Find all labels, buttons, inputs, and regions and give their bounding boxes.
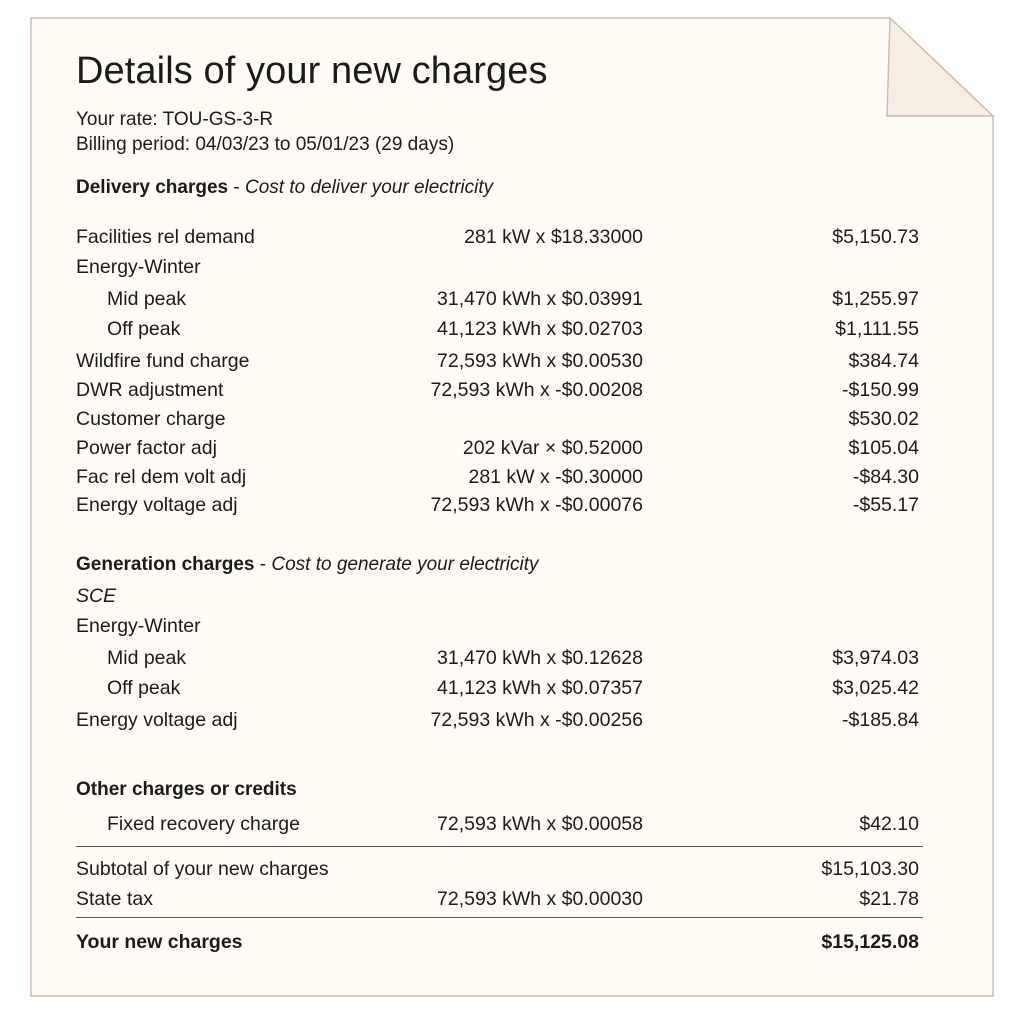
state-tax-amount: $21.78 xyxy=(859,888,919,910)
generation-provider: SCE xyxy=(76,585,117,607)
rate-line: Your rate: TOU-GS-3-R xyxy=(76,109,274,130)
charge-amount: -$150.99 xyxy=(842,379,919,401)
charge-label: Wildfire fund charge xyxy=(76,350,250,372)
charge-label: Off peak xyxy=(107,318,181,340)
charge-calculation: 31,470 kWh x $0.03991 xyxy=(437,288,643,310)
total-amount: $15,125.08 xyxy=(821,931,919,953)
charge-row xyxy=(76,435,919,461)
charge-row xyxy=(76,348,919,374)
charge-amount: $1,111.55 xyxy=(835,318,919,340)
charge-label: Customer charge xyxy=(76,408,226,430)
charge-calculation: 72,593 kWh x -$0.00208 xyxy=(430,379,643,401)
charge-calculation: 31,470 kWh x $0.12628 xyxy=(437,647,643,669)
charge-amount: $5,150.73 xyxy=(832,226,919,248)
generation-section-heading xyxy=(76,554,539,576)
charge-amount: $1,255.97 xyxy=(832,288,919,310)
folded-corner xyxy=(887,18,993,116)
state-tax-label: State tax xyxy=(76,888,153,910)
total-row xyxy=(76,929,919,955)
charge-row xyxy=(76,316,919,342)
generation-subheading: Cost to generate your electricity xyxy=(271,554,539,575)
charge-label: Energy voltage adj xyxy=(76,494,238,516)
charge-label: Power factor adj xyxy=(76,437,217,459)
delivery-subheading: Cost to deliver your electricity xyxy=(244,177,494,198)
charge-label: Off peak xyxy=(107,677,181,699)
charge-row xyxy=(76,811,919,837)
charge-calculation: 41,123 kWh x $0.02703 xyxy=(437,318,643,340)
charge-row xyxy=(76,464,919,490)
charge-row xyxy=(76,675,919,701)
charge-amount: $3,025.42 xyxy=(832,677,919,699)
charge-label: Energy voltage adj xyxy=(76,709,238,731)
charge-row xyxy=(76,406,919,432)
page-title: Details of your new charges xyxy=(76,50,548,92)
charge-amount: -$55.17 xyxy=(852,494,919,516)
generation-separator: - xyxy=(254,554,272,575)
delivery-section-heading xyxy=(76,177,493,199)
charge-amount: $3,974.03 xyxy=(832,647,919,669)
charge-row xyxy=(76,224,919,250)
subtotal-amount: $15,103.30 xyxy=(821,858,919,880)
divider xyxy=(76,846,923,847)
generation-heading: Generation charges xyxy=(76,554,255,575)
other-section-heading xyxy=(76,779,297,801)
subtotal-row xyxy=(76,856,919,882)
delivery-separator: - xyxy=(228,177,245,198)
total-label: Your new charges xyxy=(76,931,243,953)
charge-amount: $530.02 xyxy=(848,408,919,430)
charge-label: Fac rel dem volt adj xyxy=(76,466,247,488)
charge-calculation: 72,593 kWh x $0.00530 xyxy=(437,350,643,372)
charge-row xyxy=(76,707,919,733)
charge-amount: $42.10 xyxy=(859,813,919,835)
charge-calculation: 41,123 kWh x $0.07357 xyxy=(437,677,643,699)
charge-row xyxy=(76,492,919,518)
charge-label: Fixed recovery charge xyxy=(107,813,300,835)
charge-calculation: 202 kVar × $0.52000 xyxy=(462,437,643,459)
charge-calculation: 72,593 kWh x $0.00058 xyxy=(437,813,643,835)
charge-label: Mid peak xyxy=(107,647,187,669)
charge-calculation: 281 kW x -$0.30000 xyxy=(468,466,643,488)
charge-row xyxy=(76,645,919,671)
other-heading: Other charges or credits xyxy=(76,779,297,800)
charge-amount: $384.74 xyxy=(848,350,919,372)
charge-label: Energy-Winter xyxy=(76,615,201,637)
state-tax-row xyxy=(76,886,919,912)
state-tax-calculation: 72,593 kWh x $0.00030 xyxy=(437,888,643,910)
charge-label: Facilities rel demand xyxy=(76,226,255,248)
charge-row xyxy=(76,613,919,639)
charge-row xyxy=(76,254,919,280)
subtotal-label: Subtotal of your new charges xyxy=(76,858,329,880)
billing-period-line: Billing period: 04/03/23 to 05/01/23 (29 days) xyxy=(76,134,455,155)
charge-label: DWR adjustment xyxy=(76,379,224,401)
charge-row xyxy=(76,377,919,403)
charge-calculation: 72,593 kWh x -$0.00256 xyxy=(430,709,643,731)
charge-calculation: 281 kW x $18.33000 xyxy=(464,226,643,248)
divider xyxy=(76,917,923,918)
charge-amount: -$185.84 xyxy=(842,709,919,731)
charge-label: Energy-Winter xyxy=(76,256,201,278)
delivery-heading: Delivery charges xyxy=(76,177,229,198)
charge-amount: -$84.30 xyxy=(852,466,919,488)
charge-amount: $105.04 xyxy=(848,437,919,459)
charge-label: Mid peak xyxy=(107,288,187,310)
charge-row xyxy=(76,286,919,312)
charge-calculation: 72,593 kWh x -$0.00076 xyxy=(430,494,643,516)
